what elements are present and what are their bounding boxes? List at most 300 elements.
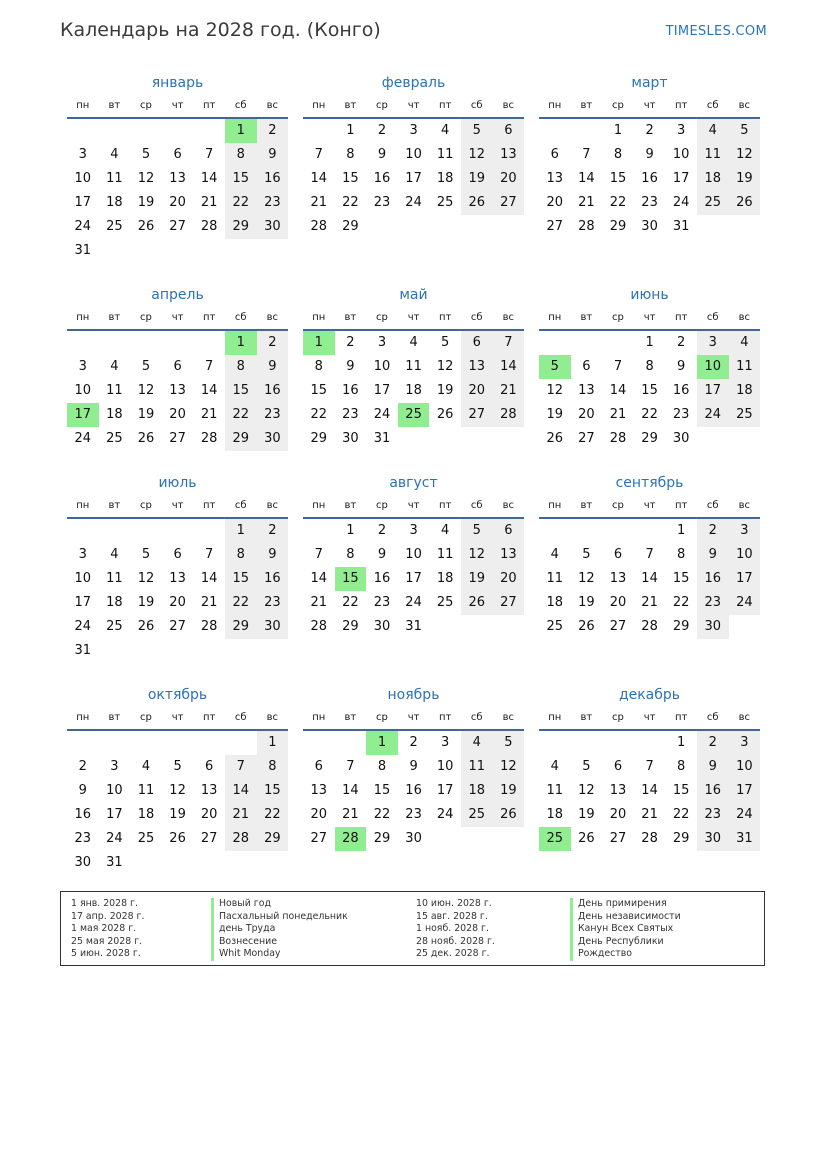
day-cell: 23 [342, 407, 359, 422]
day-cell: 11 [436, 147, 454, 162]
days-grid [67, 731, 288, 875]
day-cell: 4 [441, 523, 450, 538]
day-cell: 27 [169, 219, 186, 234]
weekday-label: вс [502, 500, 515, 511]
empty-cell [602, 519, 634, 543]
legend-date: 5 июн. 2028 г. [71, 948, 141, 960]
day-cell: 20 [578, 407, 595, 422]
day-cell: 24 [74, 431, 92, 446]
weekday-label: пн [312, 100, 326, 111]
weekday-label: сб [470, 312, 483, 323]
day-cell: 10 [74, 171, 92, 186]
weekday-label: вт [580, 100, 593, 111]
weekday-label: чт [643, 712, 656, 723]
page-title: Календарь на 2028 год. (Конго) [60, 19, 381, 41]
day-cell: 25 [436, 595, 454, 610]
weekend-day-cell: 2 [257, 331, 289, 355]
weekday-header [303, 95, 524, 119]
day-cell: 1 [677, 523, 686, 538]
weekend-day-cell: 19 [461, 567, 493, 591]
weekend-day-cell: 9 [257, 543, 289, 567]
month-calendar [303, 471, 524, 683]
day-cell: 29 [373, 831, 391, 846]
legend-names-left [211, 898, 348, 961]
days-grid [539, 119, 760, 239]
weekend-day-cell: 10 [729, 543, 761, 567]
holiday-day-cell: 17 [67, 403, 99, 427]
weekday-label: сб [234, 312, 247, 323]
day-cell: 21 [609, 407, 627, 422]
day-cell: 9 [377, 147, 387, 162]
weekday-label: ср [376, 100, 388, 111]
month-name: сентябрь [615, 475, 684, 491]
month-calendar [303, 71, 524, 283]
day-cell: 28 [200, 219, 218, 234]
weekend-day-cell: 6 [461, 331, 493, 355]
day-cell: 6 [613, 547, 623, 562]
day-cell: 31 [672, 219, 690, 234]
weekday-label: вт [344, 100, 357, 111]
legend-holiday-name: День Республики [570, 936, 681, 949]
day-cell: 2 [409, 735, 418, 750]
empty-cell [130, 731, 162, 755]
day-cell: 12 [137, 383, 155, 398]
empty-cell [162, 731, 194, 755]
weekend-day-cell: 31 [729, 827, 761, 851]
empty-cell [634, 519, 666, 543]
day-cell: 6 [173, 547, 182, 562]
weekday-label: пт [438, 500, 452, 511]
empty-cell [571, 731, 603, 755]
empty-cell [67, 331, 99, 355]
days-grid [303, 519, 524, 639]
day-cell: 18 [436, 571, 454, 586]
weekend-day-cell: 27 [493, 191, 525, 215]
day-cell: 28 [641, 831, 658, 846]
empty-cell [130, 119, 162, 143]
day-cell: 28 [200, 619, 218, 634]
weekend-day-cell: 18 [729, 379, 761, 403]
empty-cell [193, 519, 225, 543]
weekday-label: пн [76, 500, 90, 511]
weekday-label: вт [108, 312, 121, 323]
weekend-day-cell: 23 [697, 803, 729, 827]
holiday-day-cell: 25 [539, 827, 571, 851]
day-cell: 18 [106, 595, 123, 610]
day-cell: 28 [310, 219, 328, 234]
day-cell: 27 [609, 831, 627, 846]
weekend-day-cell: 8 [225, 355, 257, 379]
day-cell: 6 [205, 759, 214, 774]
day-cell: 15 [641, 383, 658, 398]
weekend-day-cell: 4 [729, 331, 761, 355]
day-cell: 4 [550, 759, 559, 774]
day-cell: 18 [137, 807, 155, 822]
weekday-label: вт [580, 500, 593, 511]
day-cell: 4 [409, 335, 418, 350]
weekend-day-cell: 20 [493, 567, 525, 591]
month-calendar [67, 283, 288, 471]
day-cell: 13 [310, 783, 328, 798]
day-cell: 17 [405, 171, 422, 186]
day-cell: 1 [677, 735, 686, 750]
weekday-label: вт [108, 100, 121, 111]
weekday-label: вт [344, 312, 357, 323]
empty-cell [67, 731, 99, 755]
weekend-day-cell: 21 [493, 379, 525, 403]
weekend-day-cell: 9 [257, 143, 289, 167]
day-cell: 24 [74, 619, 92, 634]
weekend-day-cell: 26 [729, 191, 761, 215]
month-name: июнь [630, 287, 669, 303]
days-grid [67, 119, 288, 263]
holiday-legend [60, 891, 765, 966]
weekday-header [67, 307, 288, 331]
day-cell: 10 [373, 359, 391, 374]
day-cell: 8 [377, 759, 387, 774]
day-cell: 21 [578, 195, 595, 210]
day-cell: 20 [169, 407, 186, 422]
day-cell: 30 [74, 855, 92, 870]
day-cell: 18 [106, 407, 123, 422]
day-cell: 7 [582, 147, 591, 162]
day-cell: 3 [677, 123, 686, 138]
weekday-label: чт [407, 500, 420, 511]
weekend-day-cell: 13 [461, 355, 493, 379]
day-cell: 21 [200, 195, 218, 210]
legend-date: 25 дек. 2028 г. [416, 948, 490, 960]
day-cell: 8 [346, 547, 355, 562]
weekend-day-cell: 29 [225, 615, 257, 639]
days-grid [67, 519, 288, 663]
weekday-label: сб [706, 100, 719, 111]
day-cell: 19 [137, 407, 155, 422]
day-cell: 6 [173, 147, 182, 162]
day-cell: 2 [677, 335, 686, 350]
day-cell: 27 [609, 619, 627, 634]
weekend-day-cell: 30 [697, 615, 729, 639]
weekend-day-cell: 5 [729, 119, 761, 143]
day-cell: 27 [578, 431, 595, 446]
weekday-label: пн [548, 500, 562, 511]
empty-cell [539, 331, 571, 355]
day-cell: 12 [137, 171, 155, 186]
weekday-label: пт [202, 500, 216, 511]
day-cell: 14 [310, 571, 328, 586]
day-cell: 25 [106, 431, 123, 446]
weekend-day-cell: 15 [225, 167, 257, 191]
day-cell: 28 [641, 619, 658, 634]
weekend-day-cell: 9 [697, 543, 729, 567]
day-cell: 16 [373, 171, 391, 186]
day-cell: 17 [672, 171, 690, 186]
empty-cell [162, 119, 194, 143]
weekend-day-cell: 27 [461, 403, 493, 427]
empty-cell [571, 331, 603, 355]
day-cell: 13 [609, 783, 627, 798]
day-cell: 12 [436, 359, 454, 374]
empty-cell [602, 331, 634, 355]
day-cell: 29 [609, 219, 627, 234]
weekday-label: вс [502, 100, 515, 111]
weekend-day-cell: 22 [225, 191, 257, 215]
weekday-header [303, 707, 524, 731]
month-name: август [389, 475, 438, 491]
day-cell: 13 [578, 383, 595, 398]
day-cell: 7 [645, 759, 654, 774]
weekend-day-cell: 20 [461, 379, 493, 403]
weekday-header [539, 307, 760, 331]
weekday-label: пн [76, 100, 90, 111]
day-cell: 28 [578, 219, 595, 234]
weekend-day-cell: 5 [461, 519, 493, 543]
day-cell: 14 [609, 383, 627, 398]
day-cell: 23 [672, 407, 690, 422]
day-cell: 19 [137, 195, 155, 210]
weekend-day-cell: 8 [225, 543, 257, 567]
weekend-day-cell: 1 [257, 731, 289, 755]
day-cell: 20 [169, 595, 186, 610]
weekend-day-cell: 17 [697, 379, 729, 403]
weekday-label: пн [76, 312, 90, 323]
weekend-day-cell: 12 [729, 143, 761, 167]
day-cell: 16 [74, 807, 92, 822]
day-cell: 4 [441, 123, 450, 138]
day-cell: 23 [373, 595, 391, 610]
brand-link[interactable]: TIMESLES.COM [665, 24, 767, 39]
empty-cell [571, 519, 603, 543]
day-cell: 1 [346, 123, 355, 138]
legend-holiday-name: Рождество [570, 948, 681, 961]
weekend-day-cell: 11 [461, 755, 493, 779]
weekend-day-cell: 26 [461, 591, 493, 615]
weekend-day-cell: 29 [257, 827, 289, 851]
day-cell: 1 [613, 123, 623, 138]
weekday-label: вс [266, 100, 279, 111]
day-cell: 28 [609, 431, 627, 446]
weekend-day-cell: 18 [461, 779, 493, 803]
day-cell: 11 [137, 783, 155, 798]
day-cell: 16 [342, 383, 359, 398]
empty-cell [571, 119, 603, 143]
weekday-label: пт [674, 500, 688, 511]
weekday-label: ср [376, 712, 388, 723]
month-name: февраль [381, 75, 446, 91]
weekend-day-cell: 12 [493, 755, 525, 779]
day-cell: 6 [613, 759, 623, 774]
legend-holiday-name: Вознесение [211, 936, 348, 949]
weekday-label: пт [674, 712, 688, 723]
day-cell: 11 [405, 359, 422, 374]
day-cell: 6 [314, 759, 323, 774]
month-name: май [399, 287, 428, 303]
day-cell: 22 [342, 595, 359, 610]
day-cell: 6 [582, 359, 591, 374]
day-cell: 5 [582, 547, 591, 562]
day-cell: 12 [578, 571, 595, 586]
day-cell: 17 [373, 383, 391, 398]
day-cell: 4 [110, 359, 119, 374]
days-grid [303, 119, 524, 239]
day-cell: 22 [641, 407, 658, 422]
weekend-day-cell: 13 [493, 143, 525, 167]
day-cell: 23 [405, 807, 422, 822]
day-cell: 9 [645, 147, 654, 162]
day-cell: 11 [106, 171, 123, 186]
weekday-label: ср [612, 712, 624, 723]
weekday-label: ср [376, 312, 388, 323]
legend-date: 28 нояб. 2028 г. [416, 935, 495, 947]
weekend-day-cell: 19 [461, 167, 493, 191]
holiday-day-cell: 25 [398, 403, 430, 427]
weekday-label: чт [407, 100, 420, 111]
month-calendar [67, 683, 288, 875]
legend-holiday-name: День примирения [570, 898, 681, 911]
day-cell: 18 [546, 807, 564, 822]
weekend-day-cell: 16 [697, 567, 729, 591]
weekend-day-cell: 2 [257, 519, 289, 543]
day-cell: 2 [377, 523, 387, 538]
weekend-day-cell: 12 [461, 543, 493, 567]
day-cell: 12 [169, 783, 186, 798]
day-cell: 25 [106, 619, 123, 634]
day-cell: 26 [546, 431, 564, 446]
day-cell: 11 [546, 783, 564, 798]
weekday-label: вс [502, 712, 515, 723]
weekend-day-cell: 14 [493, 355, 525, 379]
holiday-day-cell: 15 [335, 567, 367, 591]
day-cell: 15 [609, 171, 627, 186]
empty-cell [539, 731, 571, 755]
weekend-day-cell: 2 [697, 519, 729, 543]
day-cell: 18 [436, 171, 454, 186]
weekend-day-cell: 23 [257, 591, 289, 615]
day-cell: 3 [78, 547, 87, 562]
day-cell: 19 [578, 595, 595, 610]
day-cell: 14 [641, 783, 658, 798]
month-calendar [303, 683, 524, 875]
day-cell: 10 [74, 383, 92, 398]
day-cell: 10 [405, 547, 422, 562]
days-grid [67, 331, 288, 451]
day-cell: 26 [578, 831, 595, 846]
day-cell: 11 [436, 547, 454, 562]
weekend-day-cell: 9 [697, 755, 729, 779]
day-cell: 10 [74, 571, 92, 586]
weekend-day-cell: 19 [493, 779, 525, 803]
weekend-day-cell: 30 [257, 427, 289, 451]
weekend-day-cell: 15 [225, 379, 257, 403]
weekend-day-cell: 21 [225, 803, 257, 827]
day-cell: 25 [106, 219, 123, 234]
weekday-label: вс [738, 312, 751, 323]
day-cell: 27 [169, 431, 186, 446]
day-cell: 6 [550, 147, 559, 162]
day-cell: 8 [645, 359, 654, 374]
weekday-label: вс [738, 500, 751, 511]
day-cell: 27 [169, 619, 186, 634]
day-cell: 11 [546, 571, 564, 586]
weekday-label: вт [108, 500, 121, 511]
day-cell: 29 [672, 831, 690, 846]
day-cell: 22 [373, 807, 391, 822]
day-cell: 15 [672, 783, 690, 798]
day-cell: 21 [641, 807, 658, 822]
days-grid [303, 331, 524, 451]
weekday-label: пт [438, 100, 452, 111]
day-cell: 5 [582, 759, 591, 774]
day-cell: 24 [405, 595, 422, 610]
day-cell: 21 [310, 195, 328, 210]
weekend-day-cell: 20 [493, 167, 525, 191]
month-calendar [539, 471, 760, 683]
legend-date: 1 нояб. 2028 г. [416, 923, 489, 935]
day-cell: 3 [110, 759, 119, 774]
weekend-day-cell: 10 [729, 755, 761, 779]
weekend-day-cell: 14 [225, 779, 257, 803]
day-cell: 3 [441, 735, 450, 750]
holiday-day-cell: 28 [335, 827, 367, 851]
day-cell: 26 [169, 831, 186, 846]
weekday-label: вс [266, 712, 279, 723]
day-cell: 2 [645, 123, 654, 138]
weekend-day-cell: 12 [461, 143, 493, 167]
holiday-day-cell: 10 [697, 355, 729, 379]
day-cell: 10 [106, 783, 123, 798]
holiday-day-cell: 1 [225, 331, 257, 355]
weekend-day-cell: 26 [493, 803, 525, 827]
weekend-day-cell: 4 [697, 119, 729, 143]
day-cell: 5 [441, 335, 450, 350]
day-cell: 4 [141, 759, 151, 774]
day-cell: 31 [74, 243, 92, 258]
weekday-label: пн [76, 712, 90, 723]
legend-holiday-name: День независимости [570, 911, 681, 924]
empty-cell [193, 331, 225, 355]
weekend-day-cell: 17 [729, 567, 761, 591]
day-cell: 20 [609, 595, 627, 610]
day-cell: 26 [137, 619, 155, 634]
weekday-label: пт [438, 312, 452, 323]
weekend-day-cell: 19 [729, 167, 761, 191]
weekend-day-cell: 27 [493, 591, 525, 615]
day-cell: 19 [137, 595, 155, 610]
weekend-day-cell: 4 [461, 731, 493, 755]
day-cell: 24 [436, 807, 454, 822]
day-cell: 22 [672, 807, 690, 822]
day-cell: 19 [436, 383, 454, 398]
day-cell: 22 [342, 195, 359, 210]
day-cell: 19 [578, 807, 595, 822]
weekday-label: вс [738, 712, 751, 723]
empty-cell [225, 731, 257, 755]
weekend-day-cell: 2 [697, 731, 729, 755]
day-cell: 4 [110, 147, 119, 162]
day-cell: 15 [342, 171, 359, 186]
weekday-label: вт [580, 712, 593, 723]
day-cell: 8 [677, 759, 686, 774]
legend-date: 1 янв. 2028 г. [71, 898, 138, 909]
legend-holiday-name: Пасхальный понедельник [211, 911, 348, 924]
weekend-day-cell: 30 [257, 615, 289, 639]
month-calendar [303, 283, 524, 471]
day-cell: 23 [74, 831, 92, 846]
weekend-day-cell: 16 [257, 167, 289, 191]
day-cell: 14 [200, 571, 218, 586]
day-cell: 18 [405, 383, 422, 398]
day-cell: 7 [314, 147, 323, 162]
weekend-day-cell: 8 [257, 755, 289, 779]
